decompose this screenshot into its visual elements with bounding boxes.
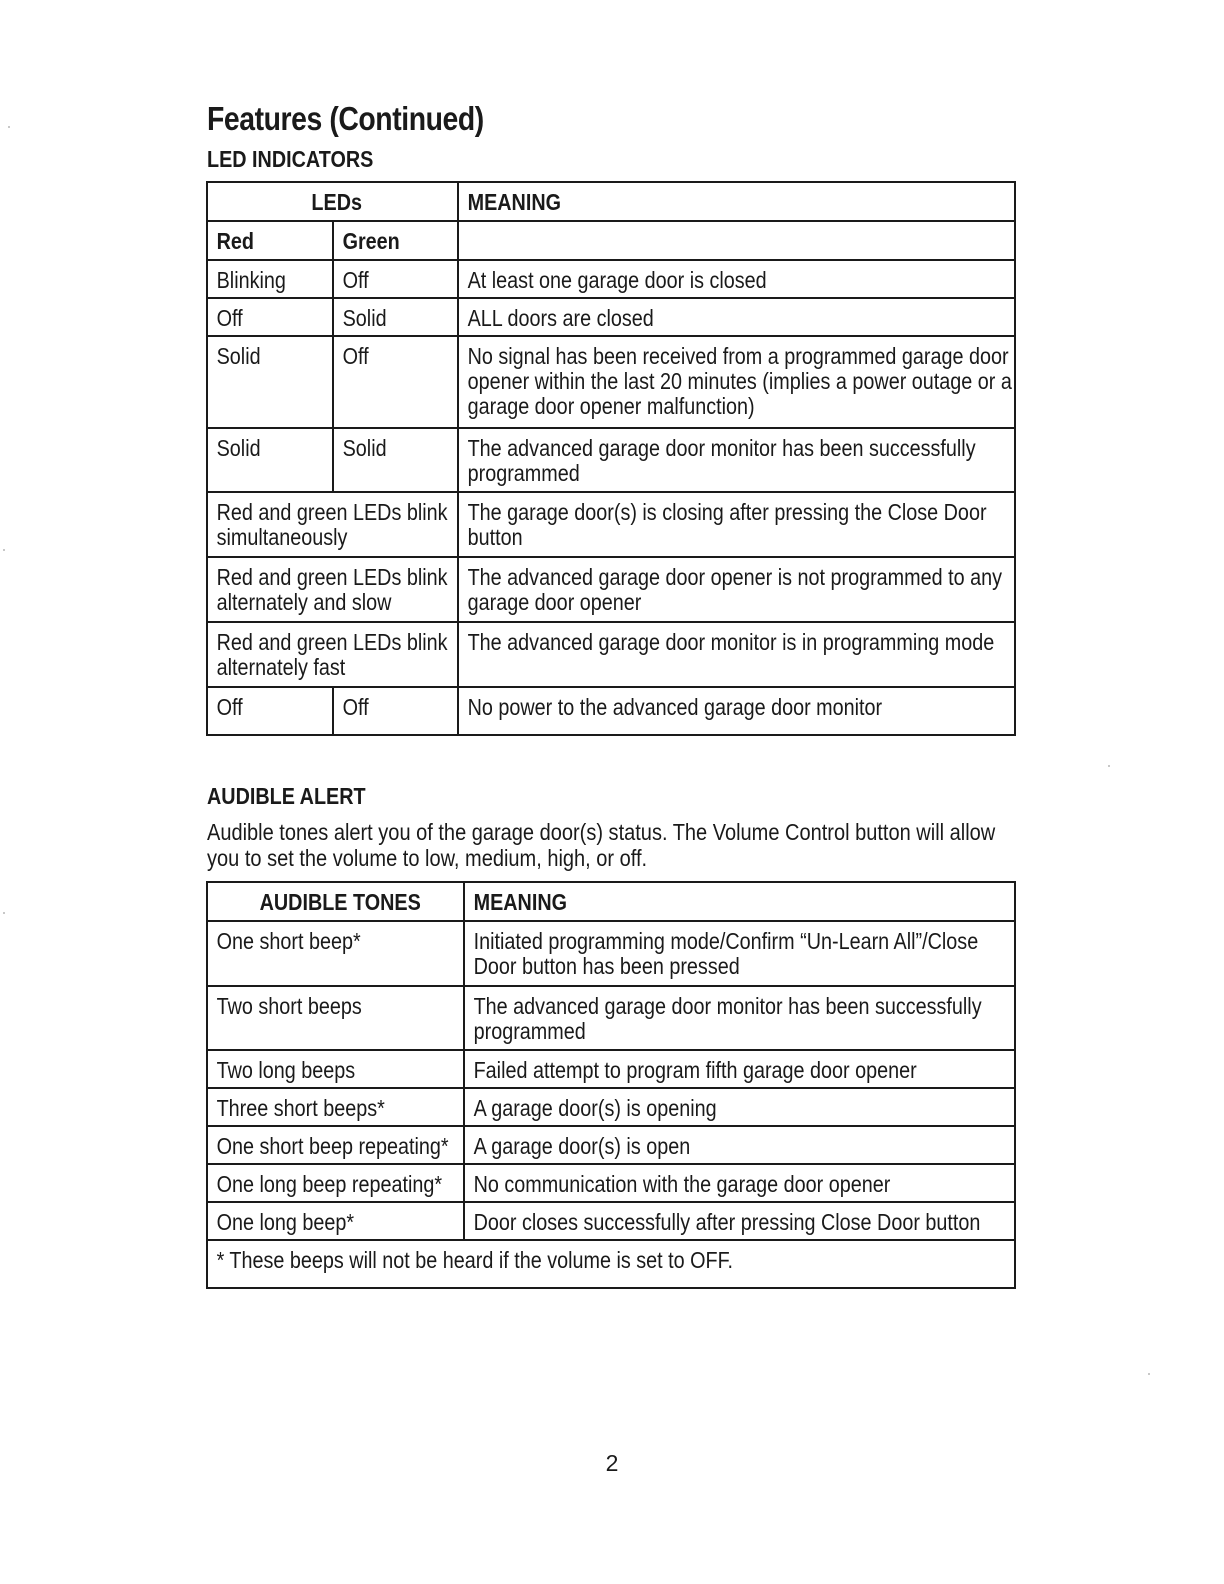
table-row [207,298,1015,336]
meaning-cell: The advanced garage door monitor is in programming mode [458,622,1015,687]
scan-speck [3,549,5,551]
leds-header: LEDs [207,182,458,221]
table-footnote-row [207,1240,1015,1288]
green-cell: Off [333,336,458,428]
meaning-cell: ALL doors are closed [458,298,1015,336]
scan-speck [8,126,10,128]
table-row [207,336,1015,428]
table-row [207,986,1015,1050]
audible-alert-heading: AUDIBLE ALERT [207,783,366,809]
table-row [207,428,1015,492]
tone-cell: One long beep repeating* [207,1164,464,1202]
table-row [207,687,1015,735]
red-cell: Solid [207,428,333,492]
meaning-cell: No communication with the garage door opener [464,1164,1015,1202]
meaning-cell: At least one garage door is closed [458,260,1015,298]
page-title: Features (Continued) [207,100,484,137]
meaning-cell: A garage door(s) is open [464,1126,1015,1164]
tone-cell: Two long beeps [207,1050,464,1088]
table-header-row [207,182,1015,221]
table-row [207,1126,1015,1164]
meaning-header: MEANING [464,882,1015,921]
red-cell: Blinking [207,260,333,298]
meaning-cell: Failed attempt to program fifth garage door opener [464,1050,1015,1088]
red-header: Red [207,221,333,260]
audible-tones-header: AUDIBLE TONES [207,882,464,921]
table-row [207,1050,1015,1088]
meaning-cell: The garage door(s) is closing after pressing the Close Door button [458,492,1015,557]
both-leds-cell: Red and green LEDs blink simultaneously [207,492,458,557]
meaning-cell: No signal has been received from a programmed garage door opener within the last 20 minutes (implies a power outage or a garage door opener malfunction) [458,336,1015,428]
table-subheader-row [207,221,1015,260]
table-row [207,557,1015,622]
red-cell: Off [207,687,333,735]
tone-cell: One short beep* [207,921,464,986]
meaning-cell: The advanced garage door monitor has been successfully programmed [458,428,1015,492]
table-row [207,1088,1015,1126]
page-number: 2 [605,1450,619,1476]
table-header-row [207,882,1015,921]
meaning-cell: The advanced garage door monitor has been successfully programmed [464,986,1015,1050]
green-cell: Off [333,687,458,735]
both-leds-cell: Red and green LEDs blink alternately and slow [207,557,458,622]
table-row [207,260,1015,298]
meaning-cell: A garage door(s) is opening [464,1088,1015,1126]
table-row [207,492,1015,557]
led-indicators-heading: LED INDICATORS [207,146,374,172]
green-cell: Solid [333,428,458,492]
table-row [207,622,1015,687]
scan-speck [1108,765,1110,767]
footnote-cell: * These beeps will not be heard if the volume is set to OFF. [207,1240,1015,1288]
red-cell: Off [207,298,333,336]
scan-speck [1148,1373,1150,1375]
green-cell: Solid [333,298,458,336]
meaning-header: MEANING [458,182,1015,221]
table-row [207,1164,1015,1202]
green-cell: Off [333,260,458,298]
tone-cell: One short beep repeating* [207,1126,464,1164]
tone-cell: Two short beeps [207,986,464,1050]
red-cell: Solid [207,336,333,428]
empty-header-cell [458,221,1015,260]
led-indicators-table [206,181,1016,736]
scan-speck [3,912,5,914]
audible-tones-table [206,881,1016,1289]
tone-cell: One long beep* [207,1202,464,1240]
table-row [207,1202,1015,1240]
meaning-cell: No power to the advanced garage door monitor [458,687,1015,735]
both-leds-cell: Red and green LEDs blink alternately fast [207,622,458,687]
meaning-cell: The advanced garage door opener is not programmed to any garage door opener [458,557,1015,622]
meaning-cell: Door closes successfully after pressing Close Door button [464,1202,1015,1240]
tone-cell: Three short beeps* [207,1088,464,1126]
table-row [207,921,1015,986]
audible-alert-intro: Audible tones alert you of the garage door(s) status. The Volume Control button will allow you to set the volume to low, medium, high, or off. [207,819,996,871]
meaning-cell: Initiated programming mode/Confirm “Un-Learn All”/Close Door button has been pressed [464,921,1015,986]
green-header: Green [333,221,458,260]
